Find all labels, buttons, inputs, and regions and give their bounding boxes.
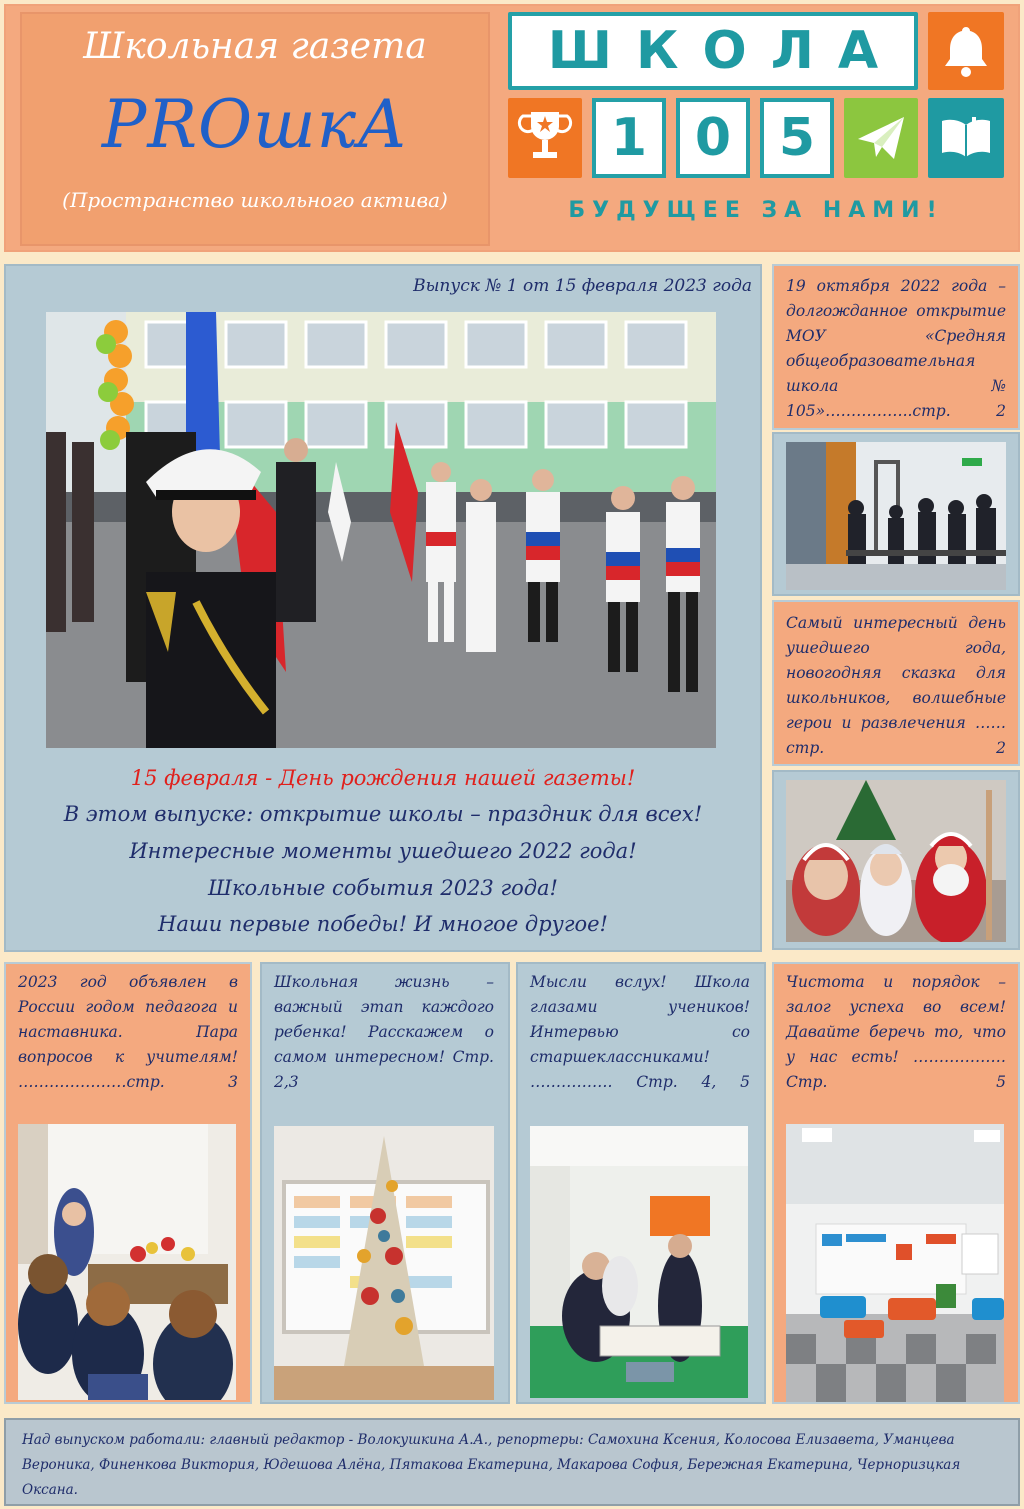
craft-tree-photo (274, 1126, 494, 1400)
contents-line-3: Школьные события 2023 года! (208, 876, 558, 900)
contents-line-1: В этом выпуске: открытие школы – праздник для всех! (63, 802, 703, 826)
credits-text: Над выпуском работали: главный редактор - Волокушкина А.А., репортеры: Самохина Ксения, Колосова Елизавета, Уманцева Вероника, Финенкова Виктория, Юдешова Алёна, Пятакова Екатерина, Макарова София, Бережная Екатерина, Черноризцкая Оксана. (22, 1432, 961, 1498)
birthday-headline: 15 февраля - День рождения нашей газеты! (130, 766, 636, 790)
logo-digit-1: 1 (592, 98, 666, 178)
sidebar-newyear-text: Самый интересный день ушедшего года, новогодняя сказка для школьников, волшебные герои и развлечения ……стр. 2 (786, 614, 1006, 757)
paper-plane-icon (844, 98, 918, 178)
corridor-exhibit-photo (530, 1126, 748, 1398)
sidebar-opening-box (772, 264, 1020, 430)
bell-icon (928, 12, 1004, 90)
contents-line-4: Наши первые победы! И многое другое! (158, 912, 608, 936)
sidebar-opening-text: 19 октября 2022 года – долгожданное открытие МОУ «Средняя общеобразовательная школа № 105»……………..стр. 2 (786, 277, 1006, 420)
logo-digit-3: 5 (760, 98, 834, 178)
logo-digit-2: 0 (676, 98, 750, 178)
logo-motto: БУДУЩЕЕ ЗА НАМИ! (568, 198, 944, 223)
logo-word: ШКОЛА (547, 21, 903, 81)
teachers-year-text: 2023 год объявлен в России годом педагога и наставника. Пара вопросов к учителям! …………………стр. 3 (18, 973, 238, 1091)
sidebar-newyear-box (772, 600, 1020, 766)
contents-line-2: Интересные моменты ушедшего 2022 года! (129, 839, 637, 863)
cleanliness-text: Чистота и порядок – залог успеха во всем! Давайте беречь то, что у нас есть! ………………Стр. 5 (786, 973, 1006, 1091)
school-logo-word (508, 12, 918, 90)
teacher-classroom-photo (18, 1124, 236, 1400)
newspaper-title: Школьная газета (83, 26, 427, 67)
new-year-photo (786, 780, 1006, 942)
book-icon (928, 98, 1004, 178)
credits-footer (4, 1418, 1020, 1506)
newspaper-subtitle: (Пространство школьного актива) (62, 188, 448, 212)
newspaper-name: PROшкА (101, 86, 409, 163)
hall-photo (786, 1124, 1004, 1402)
school-opening-photo (46, 312, 716, 748)
issue-number: Выпуск № 1 от 15 февраля 2023 года (413, 276, 752, 296)
interview-text: Мысли вслух! Школа глазами учеников! Интервью со старшеклассниками! ……………. Стр. 4, 5 (530, 973, 750, 1091)
trophy-icon (508, 98, 582, 178)
school-life-text: Школьная жизнь – важный этап каждого ребенка! Расскажем о самом интересном! Стр. 2,3 (274, 973, 494, 1091)
school-entrance-photo (786, 442, 1006, 590)
